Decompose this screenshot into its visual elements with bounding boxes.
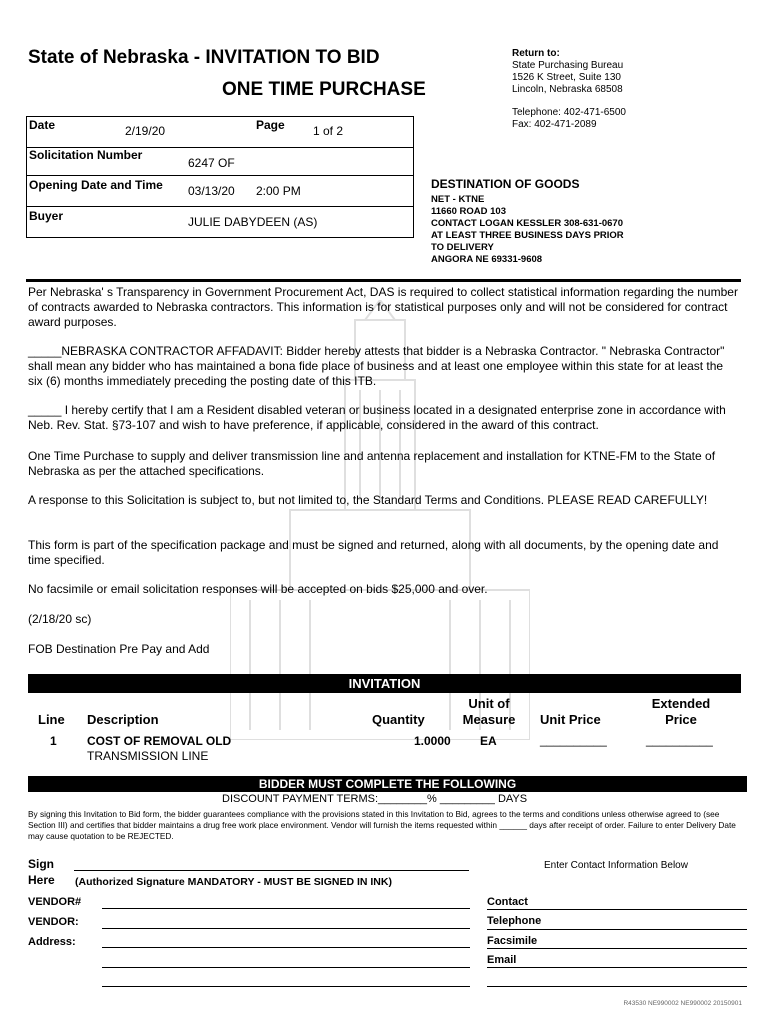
date-page-box [26, 116, 414, 148]
discount-terms[interactable]: DISCOUNT PAYMENT TERMS:________% _________ DAYS [222, 793, 528, 805]
col-line: Line [38, 712, 65, 727]
here-label: Here [28, 873, 55, 887]
email-field[interactable] [487, 967, 747, 968]
col-extended-line1: Extended [651, 696, 711, 711]
col-unit-measure-line2: Measure [462, 712, 516, 727]
col-description: Description [87, 712, 159, 727]
return-line: Lincoln, Nebraska 68508 [512, 84, 623, 95]
destination-address [431, 194, 624, 266]
destination-heading: DESTINATION OF GOODS [431, 177, 580, 191]
facsimile-label: Facsimile [487, 935, 538, 947]
signature-note: (Authorized Signature MANDATORY - MUST BE SIGNED IN INK) [75, 876, 392, 888]
opening-date: 03/13/20 [188, 184, 235, 198]
destination-line: CONTACT LOGAN KESSLER 308-631-0670 [431, 218, 623, 229]
row-extended-price-field[interactable]: __________ [646, 733, 713, 747]
email-label: Email [487, 954, 517, 966]
return-phone-block [512, 107, 626, 131]
return-fax: Fax: 402-471-2089 [512, 119, 597, 130]
return-to-block [512, 48, 623, 96]
return-telephone: Telephone: 402-471-6500 [512, 107, 626, 118]
destination-line: NET - KTNE [431, 194, 485, 205]
vendor-number-label: VENDOR# [28, 896, 82, 908]
destination-line: AT LEAST THREE BUSINESS DAYS PRIOR [431, 230, 624, 241]
contact-info-note: Enter Contact Information Below [544, 860, 688, 871]
col-quantity: Quantity [372, 712, 425, 727]
destination-line: ANGORA NE 69331-9608 [431, 254, 543, 265]
date-value: 2/19/20 [125, 124, 166, 138]
form-instructions-paragraph: This form is part of the specification package and must be signed and returned, along with all documents, by the opening date and time specified. [28, 538, 719, 567]
opening-time: 2:00 PM [256, 184, 301, 198]
transparency-paragraph: Per Nebraska' s Transparency in Government Procurement Act, DAS is required to collect statistical information regarding the number of contracts awarded to Nebraska contractors. This information is for statistical purposes only and will not be considered for contract award purposes. [28, 285, 738, 329]
vendor-label: VENDOR: [28, 916, 79, 928]
row-quantity: 1.0000 [414, 734, 451, 748]
buyer-label: Buyer [29, 209, 64, 223]
destination-line: 11660 ROAD 103 [431, 206, 506, 217]
solicitation-value: 6247 OF [188, 156, 235, 170]
telephone-label: Telephone [487, 915, 542, 927]
col-extended-line2: Price [665, 712, 697, 727]
page-value: 1 of 2 [313, 124, 344, 138]
vendor-number-field[interactable] [102, 908, 470, 909]
return-to-label: Return to: [512, 48, 560, 59]
col-unit-price: Unit Price [540, 712, 601, 727]
row-line: 1 [50, 734, 57, 748]
col-unit-measure [456, 696, 522, 728]
sign-here-label [28, 856, 55, 888]
contact-label: Contact [487, 896, 528, 908]
date-label: Date [29, 118, 56, 132]
row-description-2: TRANSMISSION LINE [87, 749, 209, 763]
address-field-1[interactable] [102, 947, 470, 948]
veteran-certification-paragraph: _____ I hereby certify that I am a Resident disabled veteran or business located in a designated enterprise zone in accordance with Neb. Rev. Stat. §73-107 and wish to have preference, if applicable, considered in the award of this contract. [28, 403, 726, 432]
facsimile-field[interactable] [487, 948, 747, 949]
section-divider [26, 279, 741, 282]
address-field-2[interactable] [102, 967, 470, 968]
signature-line[interactable] [74, 870, 469, 871]
solicitation-label: Solicitation Number [29, 148, 143, 162]
vendor-field[interactable] [102, 928, 470, 929]
telephone-field[interactable] [487, 929, 747, 930]
purchase-description-paragraph: One Time Purchase to supply and deliver transmission line and antenna replacement and installation for KTNE-FM to the State of Nebraska as per the attached specifications. [28, 449, 716, 478]
contractor-affidavit-paragraph: _____NEBRASKA CONTRACTOR AFFADAVIT: Bidder hereby attests that bidder is a Nebraska Contractor. " Nebraska Contractor" shall mean any bidder who has maintained a bona fide place of business and at least one employee within this state for at least the six (6) months immediately preceding the posting date of this ITB. [28, 344, 725, 388]
buyer-value: JULIE DABYDEEN (AS) [188, 215, 318, 229]
address-field-3[interactable] [102, 986, 470, 987]
bidder-bar: BIDDER MUST COMPLETE THE FOLLOWING [28, 776, 747, 792]
opening-label: Opening Date and Time [29, 178, 163, 192]
col-extended-price [646, 696, 716, 728]
destination-line: TO DELIVERY [431, 242, 494, 253]
legal-text: By signing this Invitation to Bid form, the bidder guarantees compliance with the provisions stated in this Invitation to Bid, agrees to the terms and conditions unless otherwise agreed to (see Section III) and certifies that bidder maintains a drug free work place environment. Vendor will furnish the items requested within ______ days after receipt of order. Failure to enter Delivery Date may cause quotation to be REJECTED. [28, 809, 736, 841]
contact-field[interactable] [487, 909, 747, 910]
facsimile-notice: No facsimile or email solicitation responses will be accepted on bids $25,000 and over. [28, 582, 488, 596]
row-unit: EA [480, 734, 497, 748]
sign-label: Sign [28, 857, 54, 871]
return-line: State Purchasing Bureau [512, 60, 624, 71]
row-unit-price-field[interactable]: __________ [540, 733, 607, 747]
revision-note: (2/18/20 sc) [28, 612, 92, 626]
address-label: Address: [28, 936, 76, 948]
invitation-bar: INVITATION [28, 674, 741, 693]
footer-code: R43530 NE990002 NE990002 20150901 [623, 1000, 742, 1007]
extra-contact-field[interactable] [487, 986, 747, 987]
page-label: Page [256, 118, 285, 132]
title-line-1: State of Nebraska - INVITATION TO BID [28, 47, 380, 68]
row-description-1: COST OF REMOVAL OLD [87, 734, 232, 748]
return-line: 1526 K Street, Suite 130 [512, 72, 621, 83]
terms-paragraph: A response to this Solicitation is subject to, but not limited to, the Standard Terms and Conditions. PLEASE READ CAREFULLY! [28, 493, 708, 507]
title-line-2: ONE TIME PURCHASE [222, 79, 426, 100]
fob-note: FOB Destination Pre Pay and Add [28, 642, 210, 656]
col-unit-measure-line1: Unit of [468, 696, 510, 711]
